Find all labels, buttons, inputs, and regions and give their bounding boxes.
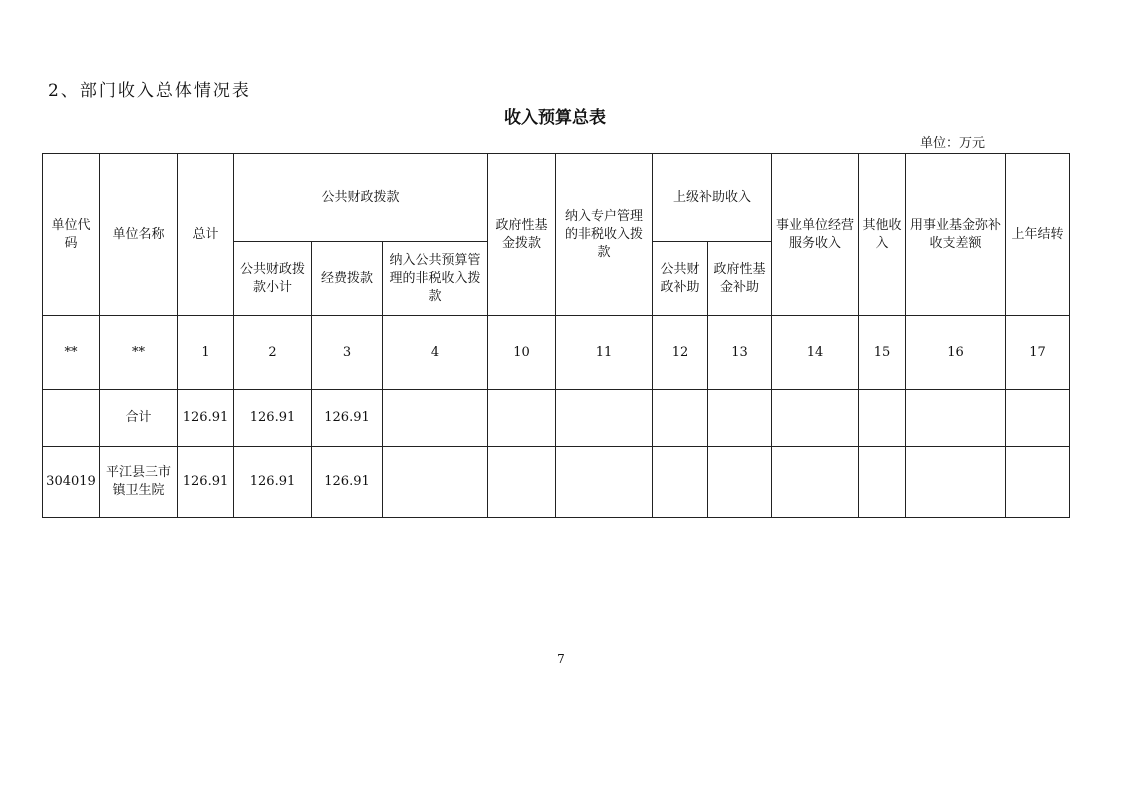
empty-cell [556, 390, 653, 447]
unit-row [43, 447, 1070, 518]
index-cell: 1 [178, 316, 234, 390]
index-cell: 4 [383, 316, 488, 390]
empty-cell [556, 447, 653, 518]
empty-cell [488, 447, 556, 518]
empty-cell [708, 447, 772, 518]
empty-cell [906, 390, 1006, 447]
header-total: 总计 [178, 154, 234, 316]
unit-total: 126.91 [178, 447, 234, 518]
unit-code: 304019 [43, 447, 100, 518]
index-cell: 15 [859, 316, 906, 390]
empty-cell [859, 447, 906, 518]
header-superior-subsidy: 上级补助收入 [653, 154, 772, 242]
index-cell: 16 [906, 316, 1006, 390]
total-code-cell [43, 390, 100, 447]
index-cell: 3 [312, 316, 383, 390]
empty-cell [488, 390, 556, 447]
empty-cell [383, 447, 488, 518]
total-total: 126.91 [178, 390, 234, 447]
section-title: 2、部门收入总体情况表 [48, 81, 251, 101]
header-business-income: 事业单位经营服务收入 [772, 154, 859, 316]
empty-cell [1006, 447, 1070, 518]
unit-name: 平江县三市镇卫生院 [100, 447, 178, 518]
empty-cell [383, 390, 488, 447]
index-cell: ** [100, 316, 178, 390]
index-cell: 17 [1006, 316, 1070, 390]
empty-cell [708, 390, 772, 447]
header-nontax-special: 纳入专户管理的非税收入拨款 [556, 154, 653, 316]
empty-cell [772, 390, 859, 447]
header-public-finance-subtotal: 公共财政拨款小计 [234, 242, 312, 316]
header-fund-balance: 用事业基金弥补收支差额 [906, 154, 1006, 316]
total-funding: 126.91 [312, 390, 383, 447]
index-row [43, 316, 1070, 390]
header-gov-fund: 政府性基金拨款 [488, 154, 556, 316]
index-cell: 13 [708, 316, 772, 390]
empty-cell [1006, 390, 1070, 447]
empty-cell [859, 390, 906, 447]
header-carryover: 上年结转 [1006, 154, 1070, 316]
header-unit-code: 单位代码 [43, 154, 100, 316]
index-cell: ** [43, 316, 100, 390]
unit-label: 单位：万元 [920, 136, 986, 151]
empty-cell [653, 447, 708, 518]
header-funding: 经费拨款 [312, 242, 383, 316]
index-cell: 14 [772, 316, 859, 390]
table-title: 收入预算总表 [504, 108, 606, 128]
index-cell: 10 [488, 316, 556, 390]
empty-cell [772, 447, 859, 518]
header-public-finance-subsidy: 公共财政补助 [653, 242, 708, 316]
unit-public-finance-subtotal: 126.91 [234, 447, 312, 518]
header-gov-fund-subsidy: 政府性基金补助 [708, 242, 772, 316]
header-other-income: 其他收入 [859, 154, 906, 316]
unit-funding: 126.91 [312, 447, 383, 518]
total-row [43, 390, 1070, 447]
total-label: 合计 [100, 390, 178, 447]
index-cell: 2 [234, 316, 312, 390]
header-unit-name: 单位名称 [100, 154, 178, 316]
total-public-finance-subtotal: 126.91 [234, 390, 312, 447]
empty-cell [906, 447, 1006, 518]
header-nontax-public: 纳入公共预算管理的非税收入拨款 [383, 242, 488, 316]
empty-cell [653, 390, 708, 447]
index-cell: 12 [653, 316, 708, 390]
income-budget-table [42, 153, 1070, 518]
header-public-finance: 公共财政拨款 [234, 154, 488, 242]
header-row-1 [43, 154, 1070, 242]
page-number: 7 [557, 652, 565, 666]
index-cell: 11 [556, 316, 653, 390]
